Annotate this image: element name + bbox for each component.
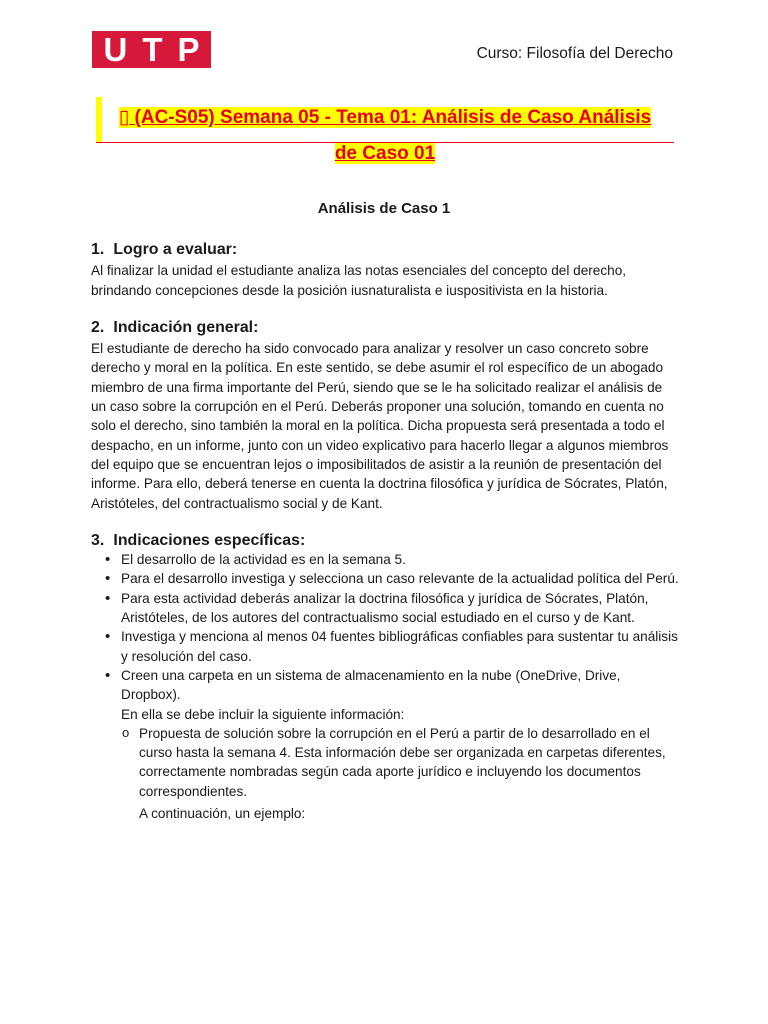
list-item: • Para el desarrollo investiga y selecciona un caso relevante de la actualidad política del Perú. — [121, 569, 681, 588]
list-item: • Creen una carpeta en un sistema de almacenamiento en la nube (OneDrive, Drive, Dropbox). — [121, 666, 681, 705]
section-indicaciones-especificas — [91, 531, 681, 823]
section-heading — [91, 318, 681, 337]
section-paragraph: El estudiante de derecho ha sido convocado para analizar y resolver un caso concreto sobre derecho y moral en la política. En este sentido, se debe asumir el rol específico de un abogado miembro de una firma importante del Perú, siendo que se le ha solicitado realizar el análisis de un caso sobre la corrupción en el Perú. Deberás proponer una solución, tomando en cuenta no solo el derecho, sino también la moral en la política. Dicha propuesta será presentada a todo el despacho, en un informe, junto con un video explicativo para hacerlo llegar a algunos miembros del equipo que se encuentran lejos o imposibilitados de asistir a la reunión de presentación del informe. Para ello, deberá tenerse en cuenta la doctrina filosófica y jurídica de Sócrates, Platón, Aristóteles, del contractualismo social y de Kant. — [91, 341, 669, 511]
list-item: • Investiga y menciona al menos 04 fuentes bibliográficas confiables para sustentar tu análisis y resolución del caso. — [121, 627, 681, 666]
section-heading-text: Logro a evaluar: — [113, 241, 238, 258]
logo-letter-p: P — [177, 31, 200, 68]
example-intro: A continuación, un ejemplo: — [139, 806, 306, 822]
subtitle: Análisis de Caso 1 — [317, 200, 451, 217]
page-header — [0, 0, 768, 80]
list-item: • El desarrollo de la actividad es en la semana 5. — [121, 550, 681, 569]
section-heading-text: Indicaciones específicas: — [113, 531, 306, 549]
bullet-list — [91, 550, 681, 704]
sub-bullet-list — [91, 724, 681, 801]
section-heading — [91, 531, 681, 550]
title-line-2[interactable]: de Caso 01 — [334, 143, 436, 164]
title-glyph: ▯ — [118, 107, 130, 128]
logo-letter-u: U — [103, 31, 128, 68]
section-number: 1. — [91, 241, 105, 258]
utp-logo — [92, 31, 211, 68]
after-bullets-text: En ella se debe incluir la siguiente información: — [121, 706, 405, 722]
logo-letter-t: T — [142, 31, 163, 68]
title-underline-rule — [96, 142, 674, 143]
section-number: 3. — [91, 531, 105, 549]
section-number: 2. — [91, 318, 105, 336]
list-item: • Para esta actividad deberás analizar la doctrina filosófica y jurídica de Sócrates, Platón, Aristóteles, de los autores del contractualismo social estudiado en el curso y de Kant. — [121, 589, 681, 628]
section-heading — [91, 240, 681, 259]
document-body — [91, 240, 681, 823]
section-heading-text: Indicación general: — [113, 318, 259, 336]
title-highlight-marker — [96, 97, 102, 143]
section-paragraph: Al finalizar la unidad el estudiante analiza las notas esenciales del concepto del derecho, brindando concepciones desde la posición iusnaturalista e iuspositivista en la historia. — [91, 263, 627, 298]
title-text-1: (AC-S05) Semana 05 - Tema 01: Análisis de Caso Análisis — [134, 107, 652, 128]
section-logro — [91, 240, 681, 300]
section-indicacion-general — [91, 318, 681, 513]
title-line-1[interactable] — [119, 107, 651, 128]
sub-list-item: o Propuesta de solución sobre la corrupción en el Perú a partir de lo desarrollado en el curso hasta la semana 4. Esta información debe ser organizada en carpetas diferentes, correctamente nombradas según cada aporte jurídico e incluyendo los documentos correspondientes. — [139, 724, 681, 801]
course-label: Curso: Filosofía del Derecho — [476, 45, 673, 62]
document-title — [96, 100, 674, 172]
